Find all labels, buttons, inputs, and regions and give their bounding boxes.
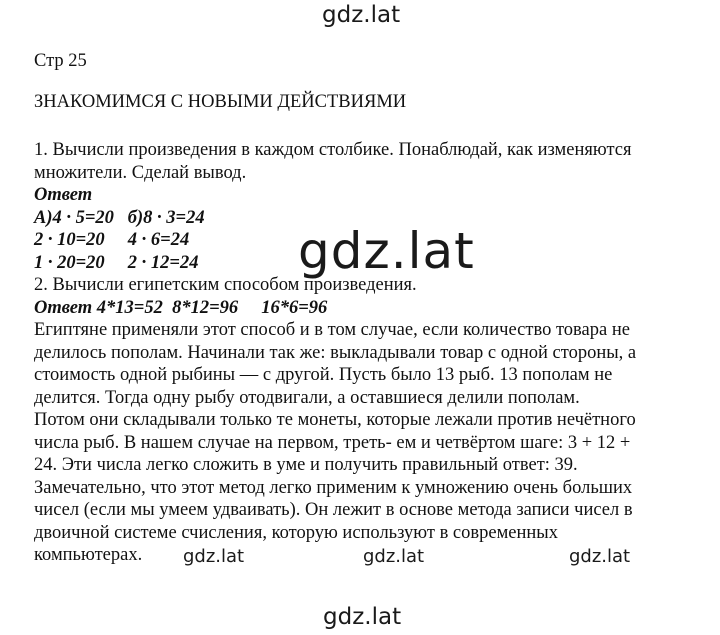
- watermark-row-left: gdz.lat: [183, 546, 245, 567]
- paragraph-line: делилось пополам. Начинали так же: выкладывали товар с одной стороны, а: [34, 342, 637, 363]
- task-2-answer: Ответ 4*13=52 8*12=96 16*6=96: [34, 297, 328, 318]
- answer-line: А)4 · 5=20 б)8 · 3=24: [34, 207, 205, 228]
- paragraph-line: 24. Эти числа легко сложить в уме и получить правильный ответ: 39.: [34, 455, 578, 475]
- watermark-center: gdz.lat: [298, 222, 475, 280]
- paragraph-line: стоимость одной рыбины — с другой. Пусть было 13 рыб. 13 пополам не: [34, 365, 613, 385]
- paragraph-line: компьютерах.: [34, 545, 143, 565]
- document-body: [34, 50, 694, 567]
- watermark-bottom: gdz.lat: [323, 604, 402, 630]
- explanation-paragraph: [34, 319, 694, 567]
- answer-label: Ответ: [34, 185, 93, 205]
- paragraph-line: чисел (если мы умеем удваивать). Он лежит в основе метода записи чисел в: [34, 500, 633, 520]
- task-1-line: множители. Сделай вывод.: [34, 162, 247, 183]
- page-number: Стр 25: [34, 51, 87, 71]
- answer-line: 1 · 20=20 2 · 12=24: [34, 252, 199, 273]
- paragraph-line: Египтяне применяли этот способ и в том случае, если количество товара не: [34, 320, 630, 340]
- paragraph-line: делится. Тогда одну рыбу отодвигали, а оставшиеся делили пополам.: [34, 387, 580, 408]
- paragraph-line: числа рыб. В нашем случае на первом, треть- ем и четвёртом шаге: 3 + 12 +: [34, 432, 631, 453]
- task-1-line: 1. Вычисли произведения в каждом столбике. Понаблюдай, как изменяются: [34, 140, 632, 160]
- watermark-top: gdz.lat: [322, 2, 401, 28]
- section-heading: ЗНАКОМИМСЯ С НОВЫМИ ДЕЙСТВИЯМИ: [34, 91, 407, 112]
- answer-line: 2 · 10=20 4 · 6=24: [34, 230, 190, 250]
- task-2-line: 2. Вычисли египетским способом произведения.: [34, 275, 417, 295]
- paragraph-line: двоичной системе счисления, которую используют в современных: [34, 522, 558, 543]
- paragraph-line: Замечательно, что этот метод легко применим к умножению очень больших: [34, 477, 633, 498]
- paragraph-line: Потом они складывали только те монеты, которые лежали против нечётного: [34, 410, 636, 430]
- task-2: [34, 274, 694, 567]
- watermark-row-right: gdz.lat: [569, 546, 631, 567]
- watermark-row-middle: gdz.lat: [363, 546, 425, 567]
